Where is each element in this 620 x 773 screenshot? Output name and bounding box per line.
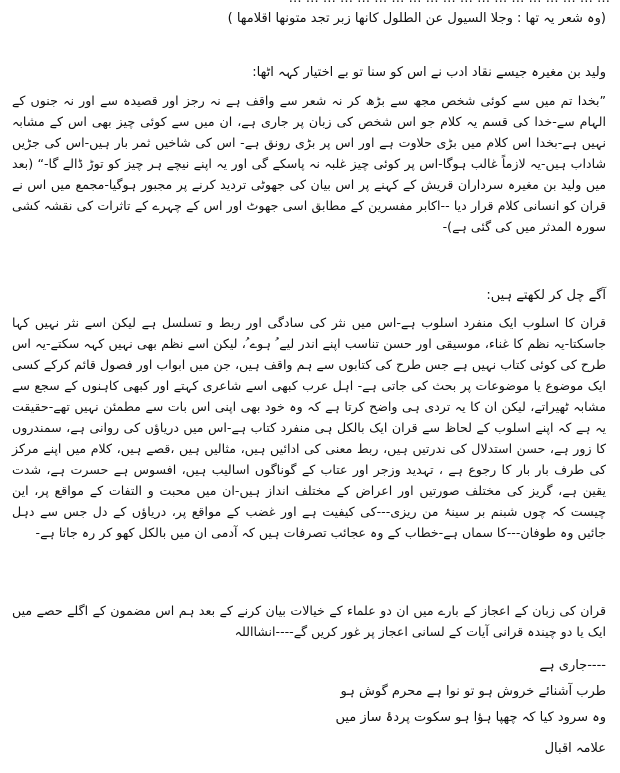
poet-name: علامہ اقبال: [544, 741, 606, 756]
walid-quote-paragraph: ”بخدا تم میں سے کوئی شخص مجھ سے بڑھ کر نہ شعر سے واقف ہے نہ رجز اور قصیدہ سے اور نہ جنوں کے الہام سے-خدا کی قسم یہ کلام جو اس شخص کی زبان پر جاری ہے، ان میں سے کوئی چیز بھی اس کے مشابہ نہیں ہے-بخدا اس کلام میں بڑی حلاوت ہے اور اس پر بڑی رونق ہے- اس کی شاخیں ثمر بار ہیں-اس کی جڑیں شاداب ہیں-یہ لازماً غالب ہوگا-اس پر کوئی چیز غلبہ نہ پاسکے گی اور یہ اپنے نیچے ہر چیز کو توڑ ڈالے گا-“ (بعد میں ولید بن مغیرہ سرداران قریش کے کہنے پر اس بیان کی جھوٹی تردید کرنے پر مجبور ہوگیا-مجمع میں اس نے قران کو انسانی کلام قرار دیا --اکابر مفسرین کے مطابق اسی جھوٹ اور اس کے چہرے کے تاثرات کی نقشہ کشی سورہ المدثر میں کی گئی ہے)-: [12, 93, 606, 234]
verse-line-2: وہ سرود کیا کہ چھپا ہؤا ہو سکوت پردۂ ساز میں: [335, 710, 606, 725]
verse-line-1: طرب آشنائے خروش ہو تو نوا ہے محرم گوش ہو: [340, 684, 606, 699]
walid-intro: ولید بن مغیرہ جیسے نقاد ادب نے اس کو سنا تو بے اختیار کہہ اٹھا:: [252, 65, 606, 80]
next-part-paragraph: قران کی زبان کے اعجاز کے بارے میں ان دو علماء کے خیالات بیان کرنے کے بعد ہم اس مضمون کے اگلے حصے میں ایک یا دو چیندہ قرانی آیات کے لسانی اعجاز پر غور کریں گے----انشااللہ: [12, 603, 606, 639]
section-lead-in: آگے چل کر لکھتے ہیں:: [486, 288, 606, 303]
quran-style-paragraph: قران کا اسلوب ایک منفرد اسلوب ہے-اس میں نثر کی سادگی اور ربط و تسلسل ہے لیکن اسے نثر نہیں کہا جاسکتا-یہ نظم کا غناء، موسیقی اور حسن تناسب اپنے اندر لیے ُ ہوے ُ، لیکن اسے نظم بھی نہیں کہہ سکتے-یہ اس طرح کی کوئی کتاب نہیں ہے جس طرح کی کتابوں سے ہم واقف ہیں، جن میں ابواب اور فصول قائم کرکے کسی ایک موضوع یا موضوعات پر بحث کی جاتی ہے- اہل عرب کبھی اسے شاعری کہتے اور کبھی کاہنوں کے سجع سے مشابہ ٹھیراتے، لیکن ان کا یہ تردی ہی واضح کرتا ہے کہ وہ خود بھی اپنی اس بات سے مطمئن نہیں تھے-حقیقت یہ ہے کہ اپنے اسلوب کے لحاظ سے قران ایک بالکل ہی منفرد کتاب ہے-اس میں دریاؤں کی روانی ہے، سمندروں کا زور ہے، حسن استدلال کی ندرتیں ہیں، ربط معنی کی ادائیں ہیں، مثالیں ہیں ،قصے ہیں، کلام میں اپنے مرکز کی طرف بار بار کا رجوع ہے ، تہدید وزجر اور عتاب کے گوناگوں اسالیب ہیں، افسوس ہے حسرت ہے، شدت یقین ہے، گریز کی مختلف صورتیں اور اعراض کے مختلف انداز ہیں-ان میں محبت و التفات کے مواقع پر، این چیست کہ چوں شبنم بر سینۂ من ریزی---کی کیفیت ہے اور غضب کے مواقع پر، دریاؤں کے دل جس سے دہل جائیں وہ طوفان---کا سماں ہے-خطاب کے وہ عجائب تصرفات ہیں کہ آدمی ان میں بالکل کھو کر رہ جاتا ہے-: [12, 315, 606, 540]
poem-note: (وہ شعر یہ تھا : وجلا السیول عن الطلول کانھا زبر تجد متونھا اقلامھا ): [227, 11, 606, 26]
continued-note: ----جاری ہے: [539, 658, 606, 673]
